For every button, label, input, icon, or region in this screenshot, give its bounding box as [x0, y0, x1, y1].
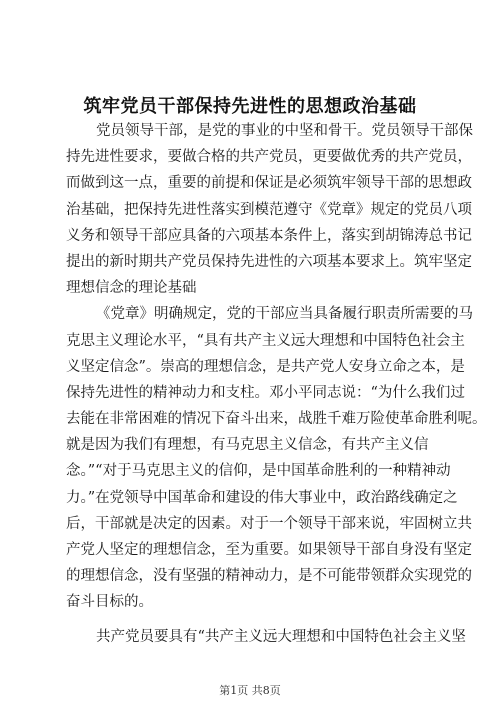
text-line: 义务和领导干部应具备的六项基本条件上，落实到胡锦涛总书记: [66, 227, 472, 244]
text-line: 而做到这一点，重要的前提和保证是必须筑牢领导干部的思想政: [66, 175, 472, 192]
text-line: 义坚定信念”。崇高的理想信念，是共产党人安身立命之本，是: [66, 358, 465, 375]
text-line: 力。”在党领导中国革命和建设的伟大事业中，政治路线确定之: [66, 489, 458, 506]
text-line: 念。”“对于马克思主义的信仰，是中国革命胜利的一种精神动: [66, 463, 451, 480]
paragraph-2: [66, 301, 487, 615]
document-body: [66, 118, 487, 650]
text-line: 《党章》明确规定，党的干部应当具备履行职责所需要的马: [96, 306, 473, 323]
text-line: 后，干部就是决定的因素。对于一个领导干部来说，牢固树立共: [66, 515, 472, 532]
document-title: 筑牢党员干部保持先进性的思想政治基础: [83, 96, 417, 117]
text-line: 提出的新时期共产党员保持先进性的六项基本要求上。筑牢坚定: [66, 253, 472, 270]
text-line: 治基础，把保持先进性落实到模范遵守《党章》规定的党员八项: [66, 201, 472, 218]
text-line: 产党人坚定的理想信念，至为重要。如果领导干部自身没有坚定: [66, 542, 472, 558]
text-line: 持先进性要求，要做合格的共产党员，更要做优秀的共产党员，: [66, 149, 472, 166]
text-line: 克思主义理论水平，“具有共产主义远大理想和中国特色社会主: [66, 332, 465, 349]
text-line: 保持先进性的精神动力和支柱。邓小平同志说：“为什么我们过: [66, 384, 465, 401]
text-line: 共产党员要具有“共产主义远大理想和中国特色社会主义坚: [96, 628, 466, 645]
text-line: 去能在非常困难的情况下奋斗出来，战胜千难万险使革命胜利呢。: [66, 411, 487, 428]
text-line: 党员领导干部，是党的事业的中坚和骨干。党员领导干部保: [96, 123, 473, 139]
paragraph-3: [66, 624, 466, 650]
text-line: 就是因为我们有理想，有马克思主义信念，有共产主义信: [66, 437, 429, 454]
text-line: 奋斗目标的。: [66, 594, 153, 611]
page-footer: 第1页 共8页: [219, 684, 281, 697]
text-line: 理想信念的理论基础: [66, 280, 197, 297]
paragraph-gap: [66, 616, 446, 624]
text-line: 的理想信念，没有坚强的精神动力，是不可能带领群众实现党的: [66, 568, 472, 585]
paragraph-1: [66, 118, 473, 301]
